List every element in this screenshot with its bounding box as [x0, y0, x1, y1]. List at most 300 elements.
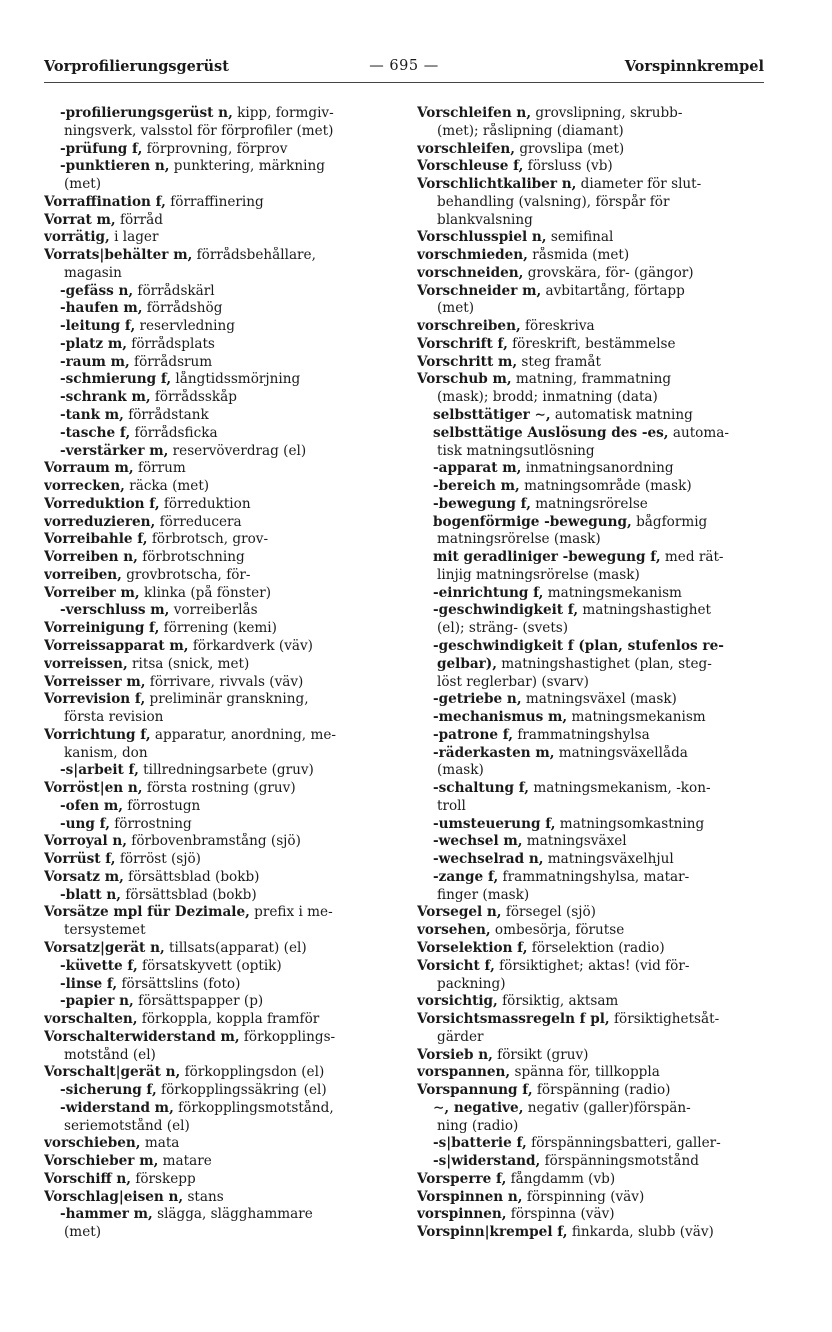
entry-line: [44, 514, 392, 532]
entry-continuation: [44, 176, 392, 194]
definition: med rät-: [660, 549, 724, 566]
entry-continuation: [44, 922, 392, 940]
headword: Vorreduktion f,: [44, 495, 160, 512]
headword: Vorsätze mpl für Dezimale,: [44, 904, 250, 921]
entry-continuation: [417, 300, 765, 318]
headword: Vorreissapparat m,: [44, 637, 189, 654]
entry-line: [44, 656, 392, 674]
entry-continuation: [417, 798, 765, 816]
definition: spänna för, tillkoppla: [510, 1064, 660, 1081]
entry-line: [44, 212, 392, 230]
subentry-line: [417, 780, 765, 798]
entry-continuation: [44, 745, 392, 763]
subentry-line: [44, 816, 392, 834]
headword: -schmierung f,: [60, 371, 172, 388]
headword: Vorsperre f,: [417, 1170, 507, 1187]
subentry-line: [417, 638, 765, 656]
entry-line: [44, 727, 392, 745]
entry-line: [417, 158, 765, 176]
definition: matningsmekanism, -kon-: [529, 780, 711, 797]
headword: Vorreiben n,: [44, 549, 138, 566]
entry-line: [44, 549, 392, 567]
headword: vorschalten,: [44, 1011, 138, 1028]
entry-line: [44, 229, 392, 247]
header-last-entry: Vorspinnkrempel: [624, 58, 764, 75]
subentry-line: [44, 105, 392, 123]
headword: Vorschlichtkaliber n,: [417, 176, 577, 193]
entry-line: [417, 940, 765, 958]
entry-line: [417, 354, 765, 372]
definition: förspänningsbatteri, galler-: [526, 1135, 721, 1152]
entry-line: [44, 460, 392, 478]
definition: försiktig, aktsam: [497, 993, 619, 1010]
entry-continuation: [44, 709, 392, 727]
headword: -apparat m,: [433, 460, 522, 477]
subentry-line: [417, 851, 765, 869]
headword: Vorsegel n,: [417, 904, 502, 921]
headword: Vorschieber m,: [44, 1153, 159, 1170]
subentry-line: [44, 443, 392, 461]
entry-continuation: [417, 123, 765, 141]
headword: mit geradliniger -bewegung f,: [433, 549, 661, 566]
definition: matningsmekanism: [543, 584, 682, 601]
definition: förrådsficka: [130, 424, 218, 441]
entry-line: [417, 336, 765, 354]
definition: förrådsbehållare,: [192, 247, 316, 264]
subentry-line: [44, 602, 392, 620]
entry-continuation: [417, 656, 765, 674]
definition: matningsrörelse (mask): [437, 531, 601, 548]
subentry-line: [44, 1206, 392, 1224]
entry-line: [417, 1171, 765, 1189]
definition: förröst (sjö): [115, 851, 201, 868]
definition: seriemotstånd (el): [64, 1117, 190, 1134]
entry-continuation: [417, 620, 765, 638]
definition: (met): [64, 1224, 102, 1241]
definition: långtidssmörjning: [171, 371, 301, 388]
entry-line: [417, 265, 765, 283]
definition: förrivare, rivvals (väv): [145, 673, 304, 690]
entry-line: [417, 176, 765, 194]
definition: förrådskärl: [133, 282, 215, 299]
headword: -leitung f,: [60, 318, 136, 335]
entry-line: [44, 620, 392, 638]
definition: blankvalsning: [437, 211, 533, 228]
entry-continuation: [44, 1224, 392, 1242]
subentry-line: [44, 389, 392, 407]
entry-line: [417, 993, 765, 1011]
definition: ningsverk, valsstol för förprofiler (met): [64, 122, 334, 139]
headword: vorreissen,: [44, 655, 128, 672]
definition: finkarda, slubb (väv): [567, 1224, 714, 1241]
subentry-line: [44, 1100, 392, 1118]
entry-continuation: [417, 674, 765, 692]
definition: förkardverk (väv): [188, 637, 313, 654]
definition: frammatningshylsa: [513, 726, 650, 743]
definition: förspänningsmotstånd: [540, 1153, 699, 1170]
definition: förbrotschning: [137, 549, 245, 566]
subentry-line: [417, 869, 765, 887]
subentry-line: [417, 745, 765, 763]
subentry-line: [44, 958, 392, 976]
subentry-line: [417, 727, 765, 745]
definition: förrostning: [109, 815, 192, 832]
entry-continuation: [417, 531, 765, 549]
definition: matningsområde (mask): [519, 478, 692, 495]
definition: försegel (sjö): [501, 904, 596, 921]
definition: matning, frammatning: [511, 371, 672, 388]
headword: selbsttätiger ∼,: [433, 407, 551, 424]
entry-line: [417, 904, 765, 922]
subentry-line: [44, 798, 392, 816]
definition: förspinning (väv): [522, 1188, 645, 1205]
headword: -umsteuerung f,: [433, 815, 556, 832]
subentry-line: [44, 762, 392, 780]
headword: vorschieben,: [44, 1135, 141, 1152]
headword: Vorreibahle f,: [44, 531, 148, 548]
headword: Vorsatz|gerät n,: [44, 939, 165, 956]
entry-continuation: [417, 976, 765, 994]
definition: förrådsplats: [126, 335, 215, 352]
headword: Vorschlusspiel n,: [417, 229, 547, 246]
headword: Vorschritt m,: [417, 353, 518, 370]
entry-line: [44, 1171, 392, 1189]
headword: -blatt n,: [60, 886, 122, 903]
headword: -prüfung f,: [60, 140, 143, 157]
definition: förkoppla, koppla framför: [137, 1011, 320, 1028]
subentry-line: [44, 1082, 392, 1100]
definition: packning): [437, 975, 506, 992]
definition: försiktighet; aktas! (vid för-: [494, 957, 690, 974]
headword: -wechsel m,: [433, 833, 523, 850]
subentry-line: [417, 602, 765, 620]
definition: diameter för slut-: [576, 176, 702, 193]
headword: Vorreisser m,: [44, 673, 146, 690]
definition: förselektion (radio): [527, 939, 665, 956]
definition: finger (mask): [437, 886, 530, 903]
headword: -haufen m,: [60, 300, 143, 317]
headword: Vorspinnen n,: [417, 1188, 523, 1205]
definition: förrådsskåp: [150, 389, 237, 406]
definition: förspänning (radio): [532, 1082, 671, 1099]
entry-line: [417, 1189, 765, 1207]
subentry-line: [44, 976, 392, 994]
definition: förkopplingssäkring (el): [156, 1082, 327, 1099]
subentry-line: [417, 478, 765, 496]
subentry-line: [44, 300, 392, 318]
definition: troll: [437, 797, 466, 814]
definition: försättsblad (bokb): [121, 886, 257, 903]
headword: -geschwindigkeit f (plan, stufenlos re-: [433, 637, 724, 654]
subentry-line: [417, 1135, 765, 1153]
definition: matningshastighet (plan, steg-: [496, 655, 712, 672]
definition: förrådsrum: [129, 353, 213, 370]
subentry-line: [417, 514, 765, 532]
subentry-line: [44, 336, 392, 354]
subentry-line: [417, 549, 765, 567]
definition: grovslipa (met): [515, 140, 625, 157]
definition: tisk matningsutlösning: [437, 442, 595, 459]
entry-line: [44, 869, 392, 887]
headword: -tank m,: [60, 407, 124, 424]
headword: -bewegung f,: [433, 495, 531, 512]
headword: Vorsicht f,: [417, 957, 495, 974]
definition: grovslipning, skrubb-: [531, 105, 683, 121]
headword: -s|widerstand,: [433, 1153, 541, 1170]
definition: förreduktion: [159, 495, 251, 512]
headword: -verschluss m,: [60, 602, 170, 619]
headword: -tasche f,: [60, 424, 131, 441]
headword: -wechselrad n,: [433, 851, 544, 868]
entry-line: [44, 851, 392, 869]
definition: punktering, märkning: [169, 158, 325, 175]
entry-line: [417, 229, 765, 247]
page-header: [44, 58, 764, 83]
definition: förrum: [133, 460, 186, 477]
headword: -gefäss n,: [60, 282, 134, 299]
headword: -geschwindigkeit f,: [433, 602, 579, 619]
definition: preliminär granskning,: [145, 691, 309, 708]
definition: föreskrift, bestämmelse: [507, 335, 676, 352]
right-column: [417, 105, 765, 1242]
entry-line: [44, 247, 392, 265]
definition: frammatningshylsa, matar-: [498, 868, 690, 885]
subentry-line: [417, 425, 765, 443]
headword: Vorschalterwiderstand m,: [44, 1028, 240, 1045]
headword: vorschreiben,: [417, 318, 521, 335]
headword: -platz m,: [60, 335, 127, 352]
definition: försättsblad (bokb): [123, 868, 260, 885]
definition: försättslins (foto): [117, 975, 241, 992]
headword: Vorschleuse f,: [417, 158, 524, 175]
definition: (met); råslipning (diamant): [437, 122, 624, 139]
definition: (mask); brodd; inmatning (data): [437, 389, 658, 406]
entry-line: [417, 1082, 765, 1100]
entry-line: [44, 691, 392, 709]
subentry-line: [44, 354, 392, 372]
entry-line: [44, 1064, 392, 1082]
subentry-line: [417, 816, 765, 834]
subentry-line: [44, 283, 392, 301]
headword: -mechanismus m,: [433, 709, 568, 726]
subentry-line: [417, 407, 765, 425]
entry-line: [417, 371, 765, 389]
definition: förraffinering: [165, 193, 264, 210]
entry-line: [417, 1047, 765, 1065]
definition: matningsväxel: [522, 833, 627, 850]
entry-line: [44, 478, 392, 496]
definition: gärder: [437, 1028, 484, 1045]
definition: tillredningsarbete (gruv): [138, 762, 314, 779]
definition: matningsväxellåda: [554, 744, 688, 761]
headword: Vorrüst f,: [44, 851, 116, 868]
entry-line: [417, 958, 765, 976]
definition: matningsmekanism: [567, 709, 706, 726]
headword: Vorreinigung f,: [44, 620, 160, 637]
page-number: — 695 —: [369, 58, 439, 74]
headword: -räderkasten m,: [433, 744, 555, 761]
definition: steg framåt: [517, 353, 601, 370]
headword: selbsttätige Auslösung des -es,: [433, 424, 669, 441]
definition: försättspapper (p): [133, 993, 264, 1010]
headword: vorschneiden,: [417, 264, 524, 281]
headword: Vorspannung f,: [417, 1082, 533, 1099]
headword: Vorschleifen n,: [417, 105, 532, 121]
definition: matningshastighet: [578, 602, 711, 619]
headword: Vorsichtsmassregeln f pl,: [417, 1011, 610, 1028]
subentry-line: [44, 425, 392, 443]
entry-line: [417, 141, 765, 159]
entry-line: [44, 1135, 392, 1153]
entry-line: [44, 567, 392, 585]
subentry-line: [44, 371, 392, 389]
subentry-line: [417, 585, 765, 603]
left-column: [44, 105, 392, 1242]
definition: ombesörja, förutse: [490, 922, 625, 939]
subentry-line: [44, 407, 392, 425]
subentry-line: [44, 158, 392, 176]
definition: (met): [64, 176, 102, 193]
headword: -ung f,: [60, 815, 110, 832]
definition: automatisk matning: [550, 407, 693, 424]
headword: -schaltung f,: [433, 780, 529, 797]
headword: -verstärker m,: [60, 442, 169, 459]
headword: Vorschalt|gerät n,: [44, 1064, 181, 1081]
entry-line: [417, 1011, 765, 1029]
definition: negativ (galler)förspän-: [523, 1099, 691, 1116]
definition: automa-: [668, 424, 729, 441]
entry-continuation: [44, 123, 392, 141]
headword: Vorschrift f,: [417, 335, 508, 352]
entry-line: [44, 833, 392, 851]
subentry-line: [417, 709, 765, 727]
headword: -schrank m,: [60, 389, 151, 406]
definition: (mask): [437, 762, 484, 779]
definition: grovskära, för- (gängor): [523, 264, 694, 281]
entry-line: [44, 940, 392, 958]
headword: Vorselektion f,: [417, 939, 528, 956]
definition: matare: [158, 1153, 212, 1170]
header-first-entry: Vorprofilierungsgerüst: [44, 58, 229, 75]
definition: linjig matningsrörelse (mask): [437, 566, 640, 583]
headword: vorspannen,: [417, 1064, 511, 1081]
subentry-line: [44, 141, 392, 159]
definition: första revision: [64, 709, 164, 726]
headword: -patrone f,: [433, 726, 514, 743]
definition: första rostning (gruv): [142, 780, 296, 797]
definition: försluss (vb): [523, 158, 613, 175]
entry-continuation: [417, 194, 765, 212]
headword: Vorrats|behälter m,: [44, 247, 193, 264]
entry-continuation: [417, 1118, 765, 1136]
entry-line: [44, 1189, 392, 1207]
entry-continuation: [417, 443, 765, 461]
subentry-line: [44, 318, 392, 336]
entry-continuation: [44, 1047, 392, 1065]
headword: Vorroyal n,: [44, 833, 127, 850]
headword: -s|batterie f,: [433, 1135, 527, 1152]
headword: -widerstand m,: [60, 1099, 174, 1116]
entry-line: [44, 194, 392, 212]
definition: behandling (valsning), förspår för: [437, 193, 670, 210]
definition: föreskriva: [520, 318, 595, 335]
definition: försikt (gruv): [492, 1046, 589, 1063]
headword: -hammer m,: [60, 1206, 153, 1223]
entry-continuation: [417, 887, 765, 905]
definition: reservledning: [135, 318, 235, 335]
definition: försatskyvett (optik): [137, 957, 282, 974]
headword: -s|arbeit f,: [60, 762, 139, 779]
definition: förreducera: [155, 513, 242, 530]
definition: (el); sträng- (svets): [437, 620, 569, 637]
headword: Vorreiber m,: [44, 584, 140, 601]
definition: semifinal: [546, 229, 614, 246]
entry-continuation: [44, 1118, 392, 1136]
headword: -einrichtung f,: [433, 584, 544, 601]
headword: -ofen m,: [60, 797, 123, 814]
definition: stans: [183, 1188, 224, 1205]
headword: Vorschlag|eisen n,: [44, 1188, 184, 1205]
definition: ning (radio): [437, 1117, 519, 1134]
definition: kanism, don: [64, 744, 148, 761]
headword: Vorschneider m,: [417, 282, 542, 299]
headword: Vorsieb n,: [417, 1046, 493, 1063]
headword: vorreduzieren,: [44, 513, 156, 530]
definition: reservöverdrag (el): [168, 442, 307, 459]
entry-line: [417, 1224, 765, 1242]
definition: förrådshög: [142, 300, 223, 317]
headword: vorreiben,: [44, 566, 122, 583]
entry-line: [44, 1011, 392, 1029]
definition: förbovenbramstång (sjö): [126, 833, 301, 850]
subentry-line: [417, 1100, 765, 1118]
definition: fångdamm (vb): [506, 1170, 616, 1187]
headword: vorschleifen,: [417, 140, 516, 157]
entry-line: [417, 1064, 765, 1082]
headword: -sicherung f,: [60, 1082, 157, 1099]
definition: förprovning, förprov: [142, 140, 288, 157]
entry-continuation: [417, 1029, 765, 1047]
subentry-line: [417, 833, 765, 851]
headword: Vorrichtung f,: [44, 726, 151, 743]
definition: förspinna (väv): [506, 1206, 615, 1223]
headword: -linse f,: [60, 975, 118, 992]
definition: matningsrörelse: [530, 495, 648, 512]
definition: kipp, formgiv-: [232, 105, 334, 121]
headword: vorschmieden,: [417, 247, 528, 264]
definition: magasin: [64, 264, 122, 281]
definition: förråd: [115, 211, 163, 228]
entry-line: [44, 904, 392, 922]
definition: matningsväxel (mask): [521, 691, 677, 708]
definition: i lager: [109, 229, 159, 246]
entry-line: [417, 1206, 765, 1224]
headword: vorrätig,: [44, 229, 110, 246]
definition: förkopplingsdon (el): [180, 1064, 325, 1081]
definition: tillsats(apparat) (el): [164, 939, 307, 956]
subentry-line: [417, 496, 765, 514]
headword: Vorröst|en n,: [44, 780, 143, 797]
entry-line: [44, 674, 392, 692]
definition: förkopplingsmotstånd,: [173, 1099, 334, 1116]
headword: -getriebe n,: [433, 691, 522, 708]
headword: -profilierungsgerüst n,: [60, 105, 233, 121]
definition: bågformig: [631, 513, 708, 530]
subentry-line: [417, 1153, 765, 1171]
definition: slägga, slägghammare: [152, 1206, 313, 1223]
headword: Vorschiff n,: [44, 1170, 132, 1187]
entry-line: [417, 283, 765, 301]
